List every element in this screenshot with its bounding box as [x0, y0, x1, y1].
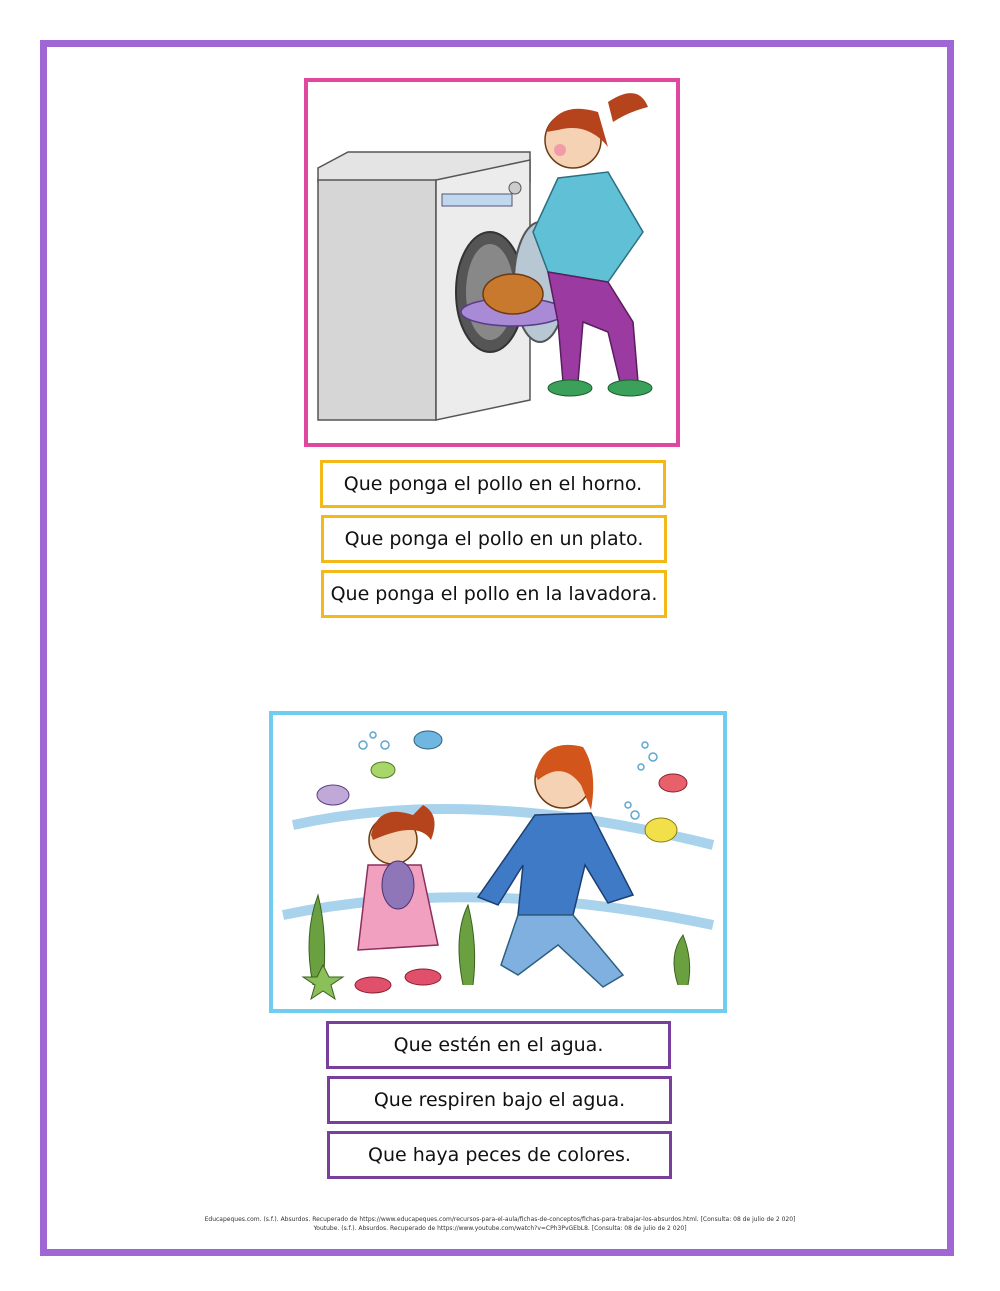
option-breathe-underwater[interactable]	[327, 1076, 672, 1124]
option-in-water[interactable]	[326, 1021, 671, 1069]
option-colored-fish[interactable]	[327, 1131, 672, 1179]
option-chicken-oven[interactable]	[320, 460, 666, 508]
credits	[0, 1215, 1000, 1233]
option-label: Que respiren bajo el agua.	[373, 1089, 626, 1111]
option-label: Que estén en el agua.	[393, 1034, 604, 1056]
underwater-picture	[269, 711, 727, 1013]
washing-machine-picture	[304, 78, 680, 447]
option-label: Que ponga el pollo en la lavadora.	[330, 583, 658, 605]
option-chicken-washing-machine[interactable]	[321, 570, 667, 618]
credit-line-youtube: Youtube. (s.f.). Absurdos. Recuperado de https://www.youtube.com/watch?v=CPh3PvGEbL8. [Consulta: 08 de julio de 2 020]	[313, 1225, 687, 1232]
option-label: Que haya peces de colores.	[368, 1144, 631, 1166]
washing-machine-illustration	[308, 82, 676, 443]
underwater-illustration	[273, 715, 723, 1009]
option-label: Que ponga el pollo en un plato.	[344, 528, 644, 550]
option-label: Que ponga el pollo en el horno.	[343, 473, 643, 495]
credit-line-educapeques: Educapeques.com. (s.f.). Absurdos. Recuperado de https://www.educapeques.com/recursos-para-el-aula/fichas-de-conceptos/fichas-para-trabajar-los-absurdos.html. [Consulta: 08 de julio de 2 020]	[204, 1216, 796, 1223]
option-chicken-plate[interactable]	[321, 515, 667, 563]
